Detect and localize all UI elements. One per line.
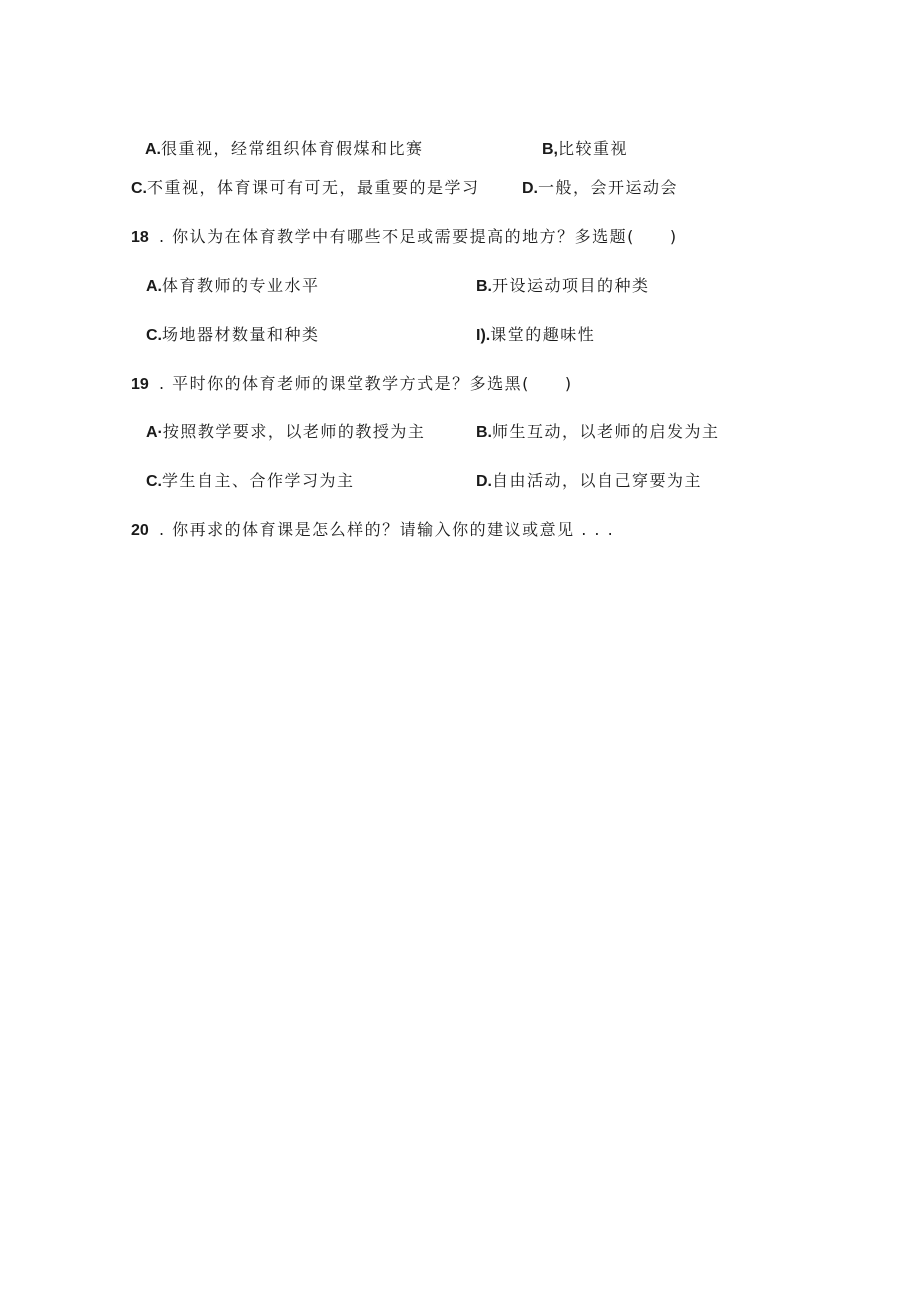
q19-option-a: [146, 422, 425, 443]
q17-option-d: [522, 178, 678, 199]
question-text: . 你再求的体育课是怎么样的？请输入你的建议或意见 . . .: [159, 520, 615, 539]
option-text: 按照教学要求，以老师的教授为主: [162, 422, 426, 441]
option-text: 一般，会开运动会: [538, 178, 679, 197]
option-label: D.: [476, 473, 492, 490]
option-text: 课堂的趣味性: [490, 325, 596, 344]
option-text: 比较重视: [558, 139, 629, 158]
option-label: I).: [476, 327, 491, 344]
option-text: 开设运动项目的种类: [492, 276, 650, 295]
option-label: A.: [146, 278, 162, 295]
q19-question: [131, 374, 573, 395]
q18-option-b: [476, 276, 650, 297]
option-text: 体育教师的专业水平: [162, 276, 320, 295]
question-number: 18: [131, 229, 149, 246]
question-text: . 平时你的体育老师的课堂教学方式是？多选黑( ): [159, 374, 573, 393]
option-text: 不重视，体育课可有可无，最重要的是学习: [147, 178, 480, 197]
option-label: C.: [146, 473, 162, 490]
question-text: . 你认为在体育教学中有哪些不足或需要提高的地方？多选题( ): [159, 227, 678, 246]
q18-option-a: [146, 276, 320, 297]
option-label: B.: [476, 278, 492, 295]
q18-option-c: [146, 325, 320, 346]
option-label: A.: [145, 141, 161, 158]
question-number: 20: [131, 522, 149, 539]
option-text: 师生互动，以老师的启发为主: [492, 422, 720, 441]
question-number: 19: [131, 376, 149, 393]
option-text: 场地器材数量和种类: [162, 325, 320, 344]
q19-option-b: [476, 422, 720, 443]
option-text: 很重视，经常组织体育假煤和比赛: [161, 139, 424, 158]
option-label: B.: [476, 424, 492, 441]
q18-question: [131, 227, 678, 248]
q20-question: [131, 520, 614, 541]
q19-option-d: [476, 471, 702, 492]
q19-option-c: [146, 471, 355, 492]
q17-option-b: [542, 139, 628, 160]
q17-option-c: [131, 178, 480, 199]
option-text: 自由活动，以自己穿要为主: [492, 471, 703, 490]
option-label: D.: [522, 180, 538, 197]
q18-option-d: [476, 325, 595, 346]
option-text: 学生自主、合作学习为主: [162, 471, 355, 490]
option-label: A·: [146, 424, 163, 441]
option-label: B,: [542, 141, 558, 158]
option-label: C.: [131, 180, 147, 197]
q17-option-a: [145, 139, 424, 160]
option-label: C.: [146, 327, 162, 344]
